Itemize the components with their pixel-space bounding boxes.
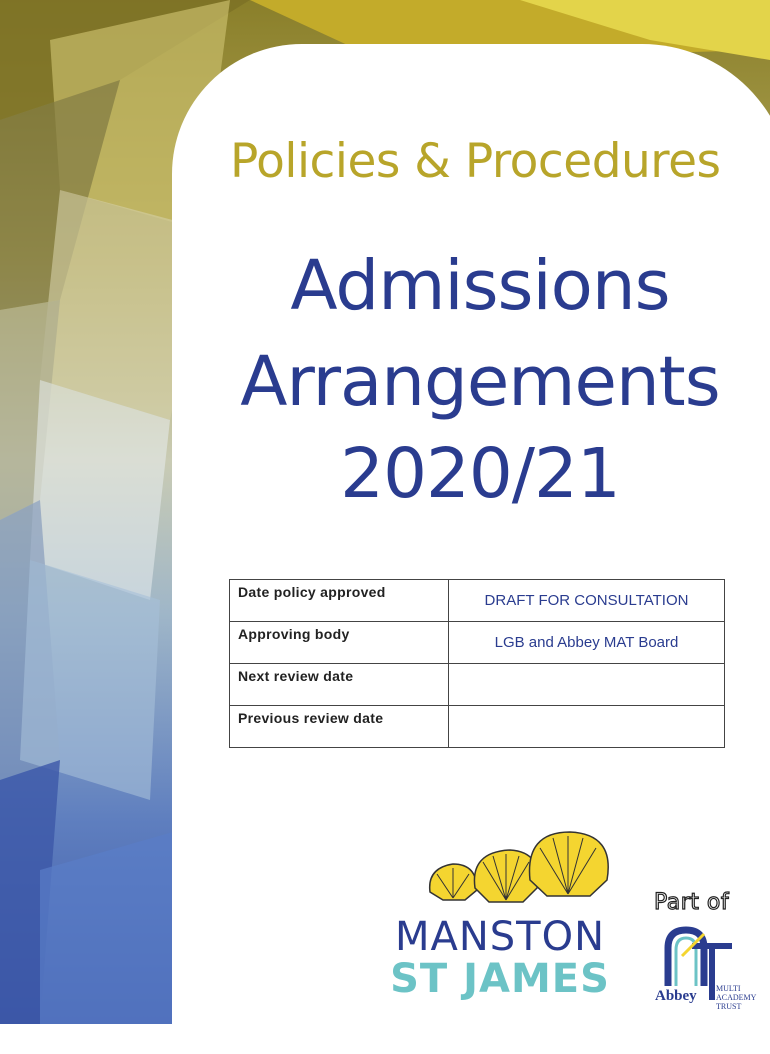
row-label: Approving body [230,622,449,664]
school-name-line1: MANSTON [394,914,606,960]
part-of-label: Part of [654,890,730,915]
school-name-line2: ST JAMES [390,956,610,1002]
title-line: 2020/21 [340,434,620,514]
title-line: Arrangements [240,342,720,422]
table-row [230,664,725,706]
title-line: Admissions [290,246,670,326]
row-value [449,664,725,706]
row-value: DRAFT FOR CONSULTATION [449,580,725,622]
trust-subtitle-line: MULTI [716,984,741,993]
shells-icon [425,830,615,910]
policy-info-table [229,579,725,748]
table-row [230,706,725,748]
row-label: Next review date [230,664,449,706]
table-row [230,622,725,664]
document-title [200,238,760,522]
trust-name: Abbey [655,988,697,1004]
row-value: LGB and Abbey MAT Board [449,622,725,664]
school-logo [380,830,620,1000]
trust-subtitle [716,984,756,1011]
trust-subtitle-line: TRUST [716,1002,742,1011]
row-label: Date policy approved [230,580,449,622]
trust-subtitle-line: ACADEMY [716,993,757,1002]
document-subtitle: Policies & Procedures [230,134,721,189]
row-value [449,706,725,748]
table-row [230,580,725,622]
row-label: Previous review date [230,706,449,748]
